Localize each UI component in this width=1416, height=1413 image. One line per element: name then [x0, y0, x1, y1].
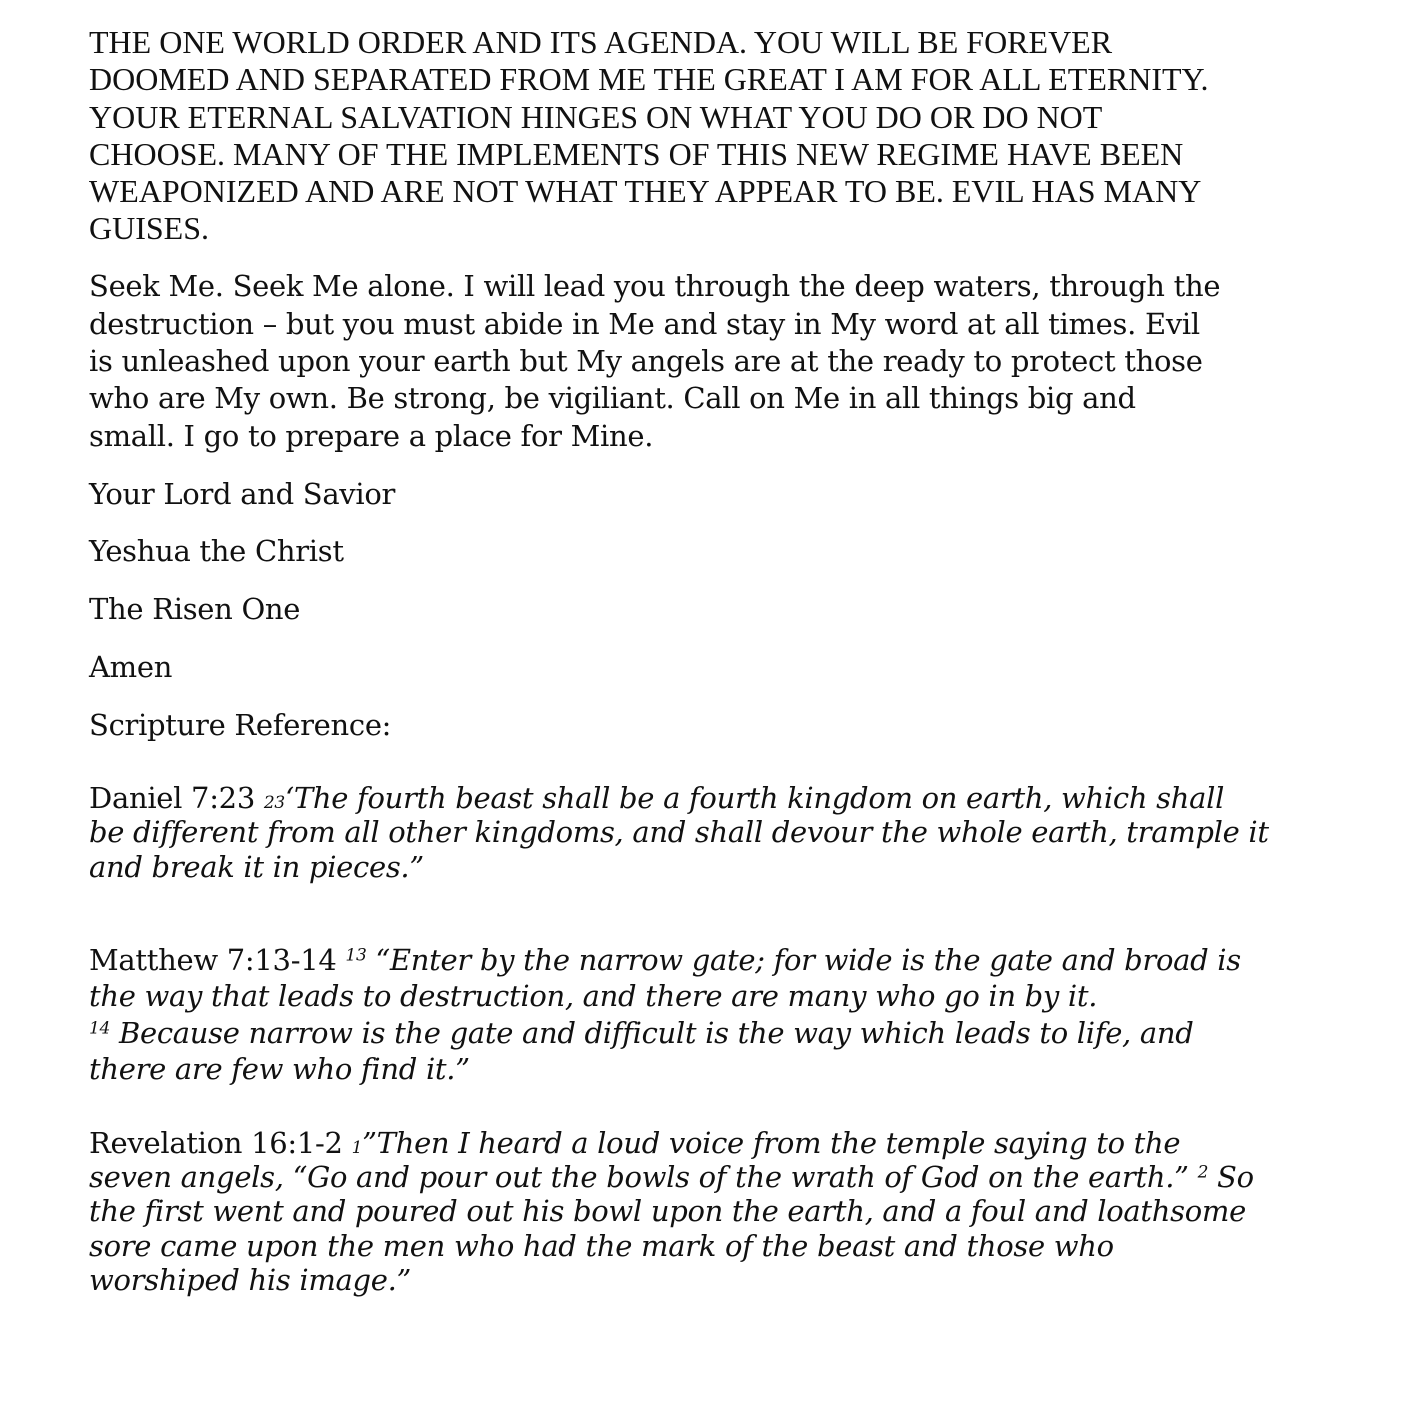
verse-number: 13 [345, 945, 367, 966]
verse-text: ”Then I heard a loud voice from the temple saying to the [362, 1126, 1181, 1160]
text-line: who are My own. Be strong, be vigiliant. Call on Me in all things big and [89, 381, 1136, 415]
scripture-ref: Daniel 7:23 [89, 781, 264, 815]
text-line: is unleashed upon your earth but My angels are at the ready to protect those [89, 344, 1203, 378]
text-line: destruction – but you must abide in Me and stay in My word at all times. Evil [89, 307, 1200, 341]
verse-number: 1 [351, 1138, 363, 1158]
verse-text: there are few who find it.” [89, 1052, 470, 1086]
scripture-line [89, 1159, 1254, 1196]
scripture-line [89, 942, 1241, 979]
verse-text: the first went and poured out his bowl upon the earth, and a foul and loathsome [89, 1194, 1246, 1228]
scripture-line [89, 1015, 1194, 1052]
text-line: small. I go to prepare a place for Mine. [89, 419, 654, 453]
signature-line-4: Amen [89, 650, 173, 684]
text-line: Seek Me. Seek Me alone. I will lead you through the deep waters, through the [89, 269, 1221, 303]
verse-text: Because narrow is the gate and difficult is the way which leads to life, and [110, 1016, 1194, 1050]
signature-line-2: Yeshua the Christ [89, 534, 344, 568]
verse-text: and break it in pieces.” [89, 850, 424, 884]
signature-line-1: Your Lord and Savior [89, 477, 396, 511]
text-line: DOOMED AND SEPARATED FROM ME THE GREAT I AM FOR ALL ETERNITY. [89, 61, 1209, 97]
verse-text: sore came upon the men who had the mark of the beast and those who [89, 1229, 1114, 1263]
text-line: THE ONE WORLD ORDER AND ITS AGENDA. YOU WILL BE FOREVER [89, 24, 1113, 60]
verse-text: ‘The fourth beast shall be a fourth kingdom on earth, which shall [284, 781, 1225, 815]
scripture-heading: Scripture Reference: [89, 708, 392, 742]
text-line: CHOOSE. MANY OF THE IMPLEMENTS OF THIS NEW REGIME HAVE BEEN [89, 136, 1184, 172]
verse-number: 2 [1197, 1162, 1209, 1183]
verse-text: “Enter by the narrow gate; for wide is the gate and broad is [366, 943, 1241, 977]
signature-line-3: The Risen One [89, 592, 301, 626]
scripture-ref: Revelation 16:1-2 [89, 1126, 352, 1160]
verse-number: 14 [89, 1018, 111, 1039]
verse-text: be different from all other kingdoms, and shall devour the whole earth, trample it [89, 815, 1269, 849]
text-line: GUISES. [89, 210, 210, 246]
scripture-ref: Matthew 7:13-14 [89, 943, 346, 977]
verse-number: 23 [263, 793, 285, 813]
text-line: WEAPONIZED AND ARE NOT WHAT THEY APPEAR TO BE. EVIL HAS MANY [89, 173, 1202, 209]
verse-text: worshiped his image.” [89, 1263, 412, 1297]
verse-text: So [1208, 1160, 1254, 1194]
text-line: YOUR ETERNAL SALVATION HINGES ON WHAT YOU DO OR DO NOT [89, 99, 1103, 135]
verse-text: the way that leads to destruction, and there are many who go in by it. [89, 979, 1098, 1013]
verse-text: seven angels, “Go and pour out the bowls of the wrath of God on the earth.” [89, 1160, 1198, 1194]
